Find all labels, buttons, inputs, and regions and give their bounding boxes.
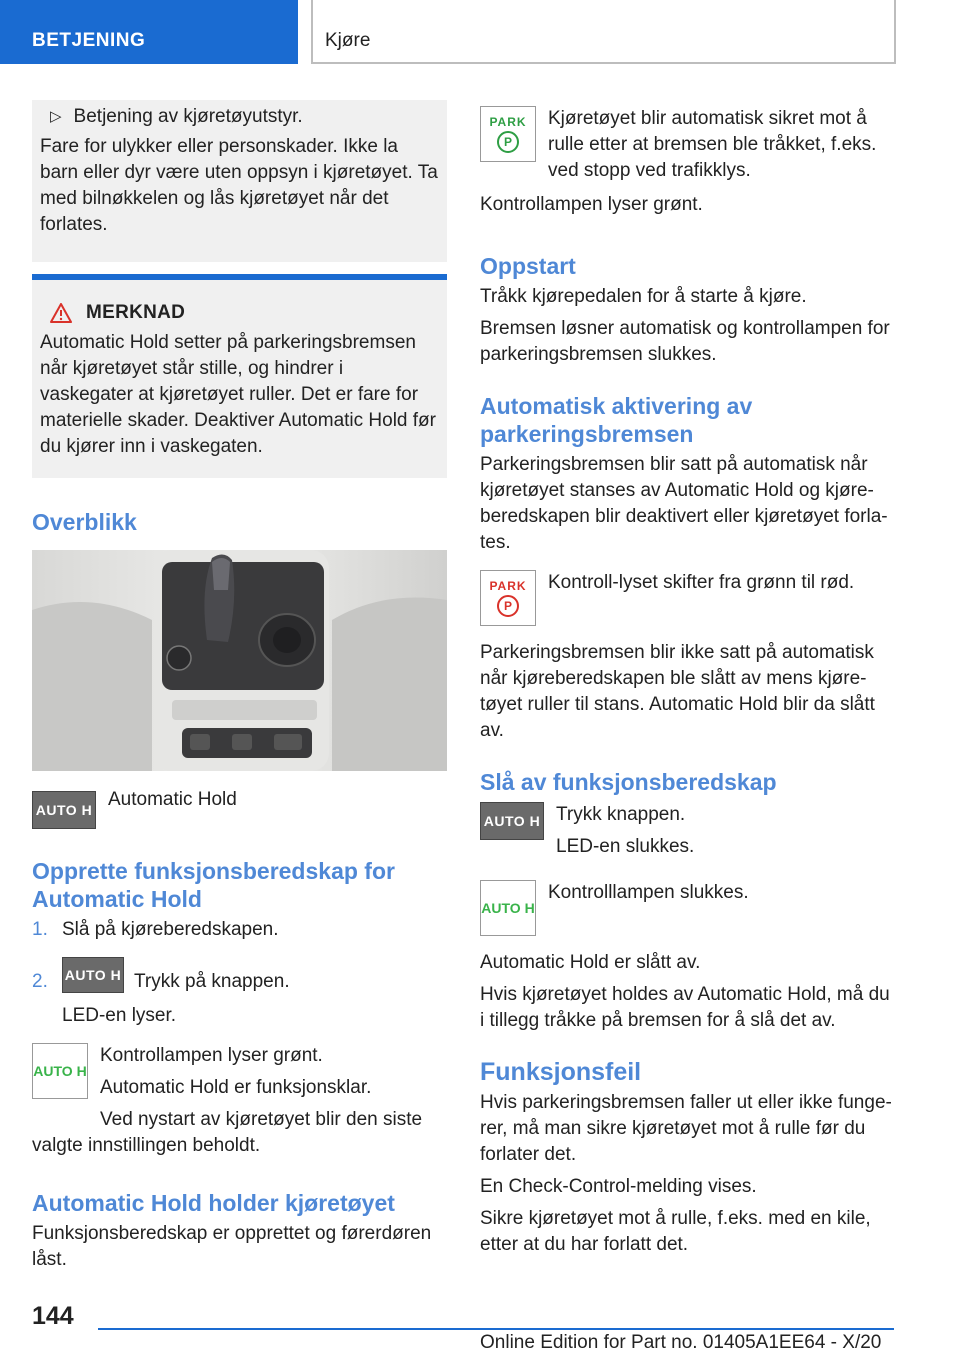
press-text: Trykk knappen. [556,804,686,825]
park-indicator-red-icon: PARK P [480,570,536,626]
warning-box [32,100,447,262]
warning-text: Fare for ulykker eller personskader. Ikke la barn eller dyr være uten oppsyn i kjøretøyet. Ta med bilnøkkelen og lås kjøretøyet når det forlates. [40,136,438,235]
heading-overblikk: Overblikk [32,509,137,535]
list-item [32,957,447,995]
heading-funksjonsfeil: Funksjonsfeil [480,1058,642,1086]
holder-text: Funksjonsberedskap er opprettet og førerdøren låst. [32,1223,432,1270]
held-text: Hvis kjøretøyet holdes av Automatic Hold, må du i tillegg tråkke på bremsen for å slå det av. [480,984,890,1031]
right-column [480,100,895,1258]
lamp-green-text: Kontrollampen lyser grønt. [100,1045,323,1066]
lamp-green-text: Kontrollampen lyser grønt. [480,194,703,215]
edition-text: Online Edition for Part no. 01405A1EE64 - X/20 [480,1332,882,1353]
lamp-off-row [480,880,895,936]
auto-activation-text: Parkeringsbremsen blir satt på automatisk når kjøretøyet stanses av Automatic Hold og kjøreberedskapen blir deaktivert eller kjøretøyet forlates. [480,454,888,553]
ready-text: Automatic Hold er funksjonsklar. [100,1077,372,1098]
note-title: MERKNAD [86,302,186,323]
list-number: 1. [32,919,48,940]
fault-text-2: En Check-Control-melding vises. [480,1176,757,1197]
list-item [32,917,447,943]
auto-h-indicator-icon: AUTO H [32,1043,88,1099]
heading-opprette: Opprette funksjonsberedskap for Automatic Hold [32,858,395,912]
left-column [32,100,447,1273]
list-number: 2. [32,971,48,992]
step-1-text: Slå på kjøreberedskapen. [62,919,279,940]
chapter-title: Kjøre [325,30,371,51]
restart-text: Ved nystart av kjøretøyet blir den siste valgte innstillingen beholdt. [32,1109,423,1156]
oppstart-text-2: Bremsen løsner automatisk og kontrollampen for parkeringsbremsen slukkes. [480,318,890,365]
section-tab [0,0,298,64]
note-header [50,302,439,324]
not-auto-text: Parkeringsbremsen blir ikke satt på automatisk når kjøreberedskapen ble slått av mens kjøretøyet ruller til stans. Automatic Hold blir da slått av. [480,642,875,741]
bullet-item [40,104,439,130]
heading-auto-activation: Automatisk aktivering av parkeringsbremsen [480,393,753,447]
page-number: 144 [32,1302,74,1330]
is-off-text: Automatic Hold er slått av. [480,952,701,973]
center-console-photo [32,550,447,771]
park-indicator-green-icon: PARK P [480,106,536,162]
oppstart-text-1: Tråkk kjørepedalen for å starte å kjøre. [480,286,807,307]
led-off-text: LED-en slukkes. [556,836,695,857]
note-box [32,274,447,478]
warning-triangle-icon [50,303,72,323]
park-green-row [480,106,895,184]
auto-h-indicator-icon: AUTO H [480,880,536,936]
press-row [480,802,895,860]
section-title: BETJENING [32,30,146,51]
fault-text-3: Sikre kjøretøyet mot å rulle, f.eks. med en kile, etter at du har forlatt det. [480,1208,871,1255]
fault-text-1: Hvis parkeringsbremsen faller ut eller ikke fungerer, må man sikre kjøretøyet mot å rulle før du forlater det. [480,1092,892,1165]
bullet-text: Betjening av kjøretøyutstyr. [73,106,303,127]
heading-sla-av: Slå av funksjonsberedskap [480,769,777,795]
autoh-caption [32,791,447,829]
auto-h-button-icon: AUTO H [480,802,544,840]
triangle-bullet-icon: ▷ [50,108,62,125]
step-2-result: LED-en lyser. [62,1005,177,1026]
chapter-tab [311,0,896,64]
footer-divider [98,1328,894,1330]
lamp-red-text: Kontroll-lyset skifter fra grønn til rød. [548,572,855,593]
note-text: Automatic Hold setter på parkeringsbremsen når kjøretøyet står stille, og hindrer i vaskegater at kjøretøyet ruller. Det er fare for materielle skader. Deaktiver Automatic Hold før du kjører inn i vaskegaten. [40,332,436,457]
auto-h-button-icon: AUTO H [32,791,96,829]
secured-text: Kjøretøyet blir automatisk sikret mot å rulle etter at bremsen ble tråkket, f.eks. ved stopp ved trafikklys. [548,108,877,181]
heading-holder: Automatic Hold holder kjøretøyet [32,1190,395,1216]
heading-oppstart: Oppstart [480,253,576,279]
step-2-text: Trykk på knappen. [134,971,290,992]
auto-h-button-icon: AUTO H [62,957,124,993]
lamp-off-text: Kontrolllampen slukkes. [548,882,749,903]
lamp-row [32,1043,447,1101]
park-red-row [480,570,895,626]
autoh-label: Automatic Hold [108,789,237,810]
